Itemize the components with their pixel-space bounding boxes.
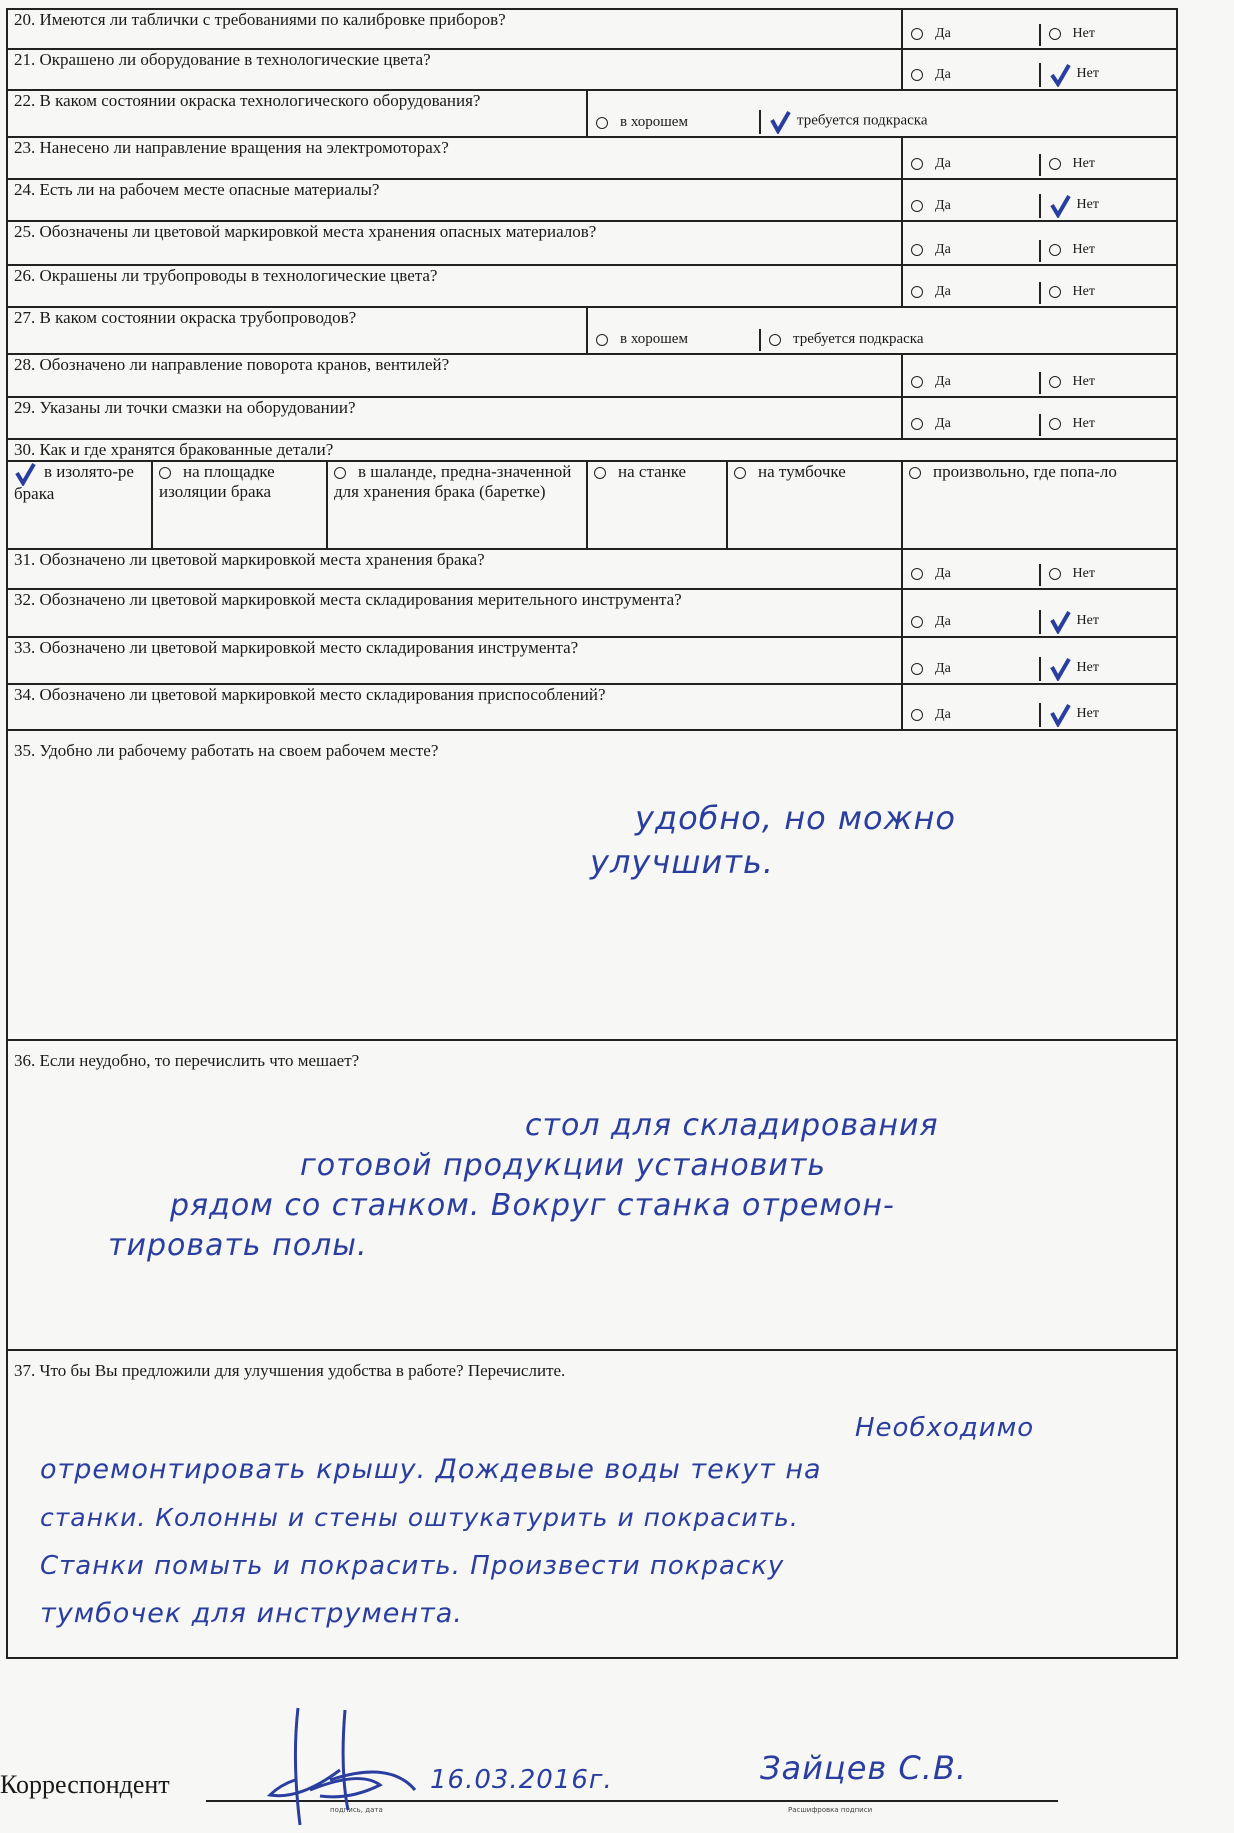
question-text: 22. В каком состоянии окраска технологического оборудования?	[7, 90, 587, 137]
q36-handwritten-line: готовой продукции установить	[300, 1148, 827, 1183]
handwritten-check-icon	[1049, 703, 1069, 725]
question-row-32	[7, 589, 1177, 637]
yes-no-answer	[902, 549, 1177, 589]
option-no[interactable]: Нет	[1039, 24, 1177, 46]
option-yes[interactable]: Да	[903, 282, 1039, 304]
question-text: 27. В каком состоянии окраска трубопроводов?	[7, 307, 587, 354]
radio-circle-icon	[911, 376, 923, 388]
radio-circle-icon	[596, 334, 608, 346]
signature-name: Зайцев С.В.	[760, 1749, 968, 1787]
yes-no-answer	[902, 265, 1177, 307]
radio-circle-icon	[911, 663, 923, 675]
yes-no-answer	[902, 589, 1177, 637]
q36-handwritten-line: рядом со станком. Вокруг станка отремон-	[170, 1188, 895, 1223]
radio-circle-icon	[159, 467, 171, 479]
q30-option-machine[interactable]: на станке	[587, 461, 727, 549]
name-caption: Расшифровка подписи	[788, 1806, 873, 1814]
option-no-checked[interactable]: Нет	[1039, 194, 1177, 218]
question-row-23	[7, 137, 1177, 179]
option-yes[interactable]: Да	[903, 24, 1039, 46]
q30-options-row	[7, 461, 1177, 549]
radio-circle-icon	[911, 568, 923, 580]
option-no-checked[interactable]: Нет	[1039, 610, 1177, 634]
question-row-33	[7, 637, 1177, 684]
question-text: 20. Имеются ли таблички с требованиями по калибровке приборов?	[7, 9, 902, 49]
q30-option-anywhere[interactable]: произвольно, где попа-ло	[902, 461, 1177, 549]
q35-handwritten-line: удобно, но можно	[635, 799, 956, 837]
yes-no-answer	[902, 637, 1177, 684]
option-yes[interactable]: Да	[903, 612, 1039, 634]
question-row-22	[7, 90, 1177, 137]
question-text: 33. Обозначено ли цветовой маркировкой место складирования инструмента?	[7, 637, 902, 684]
radio-circle-icon	[734, 467, 746, 479]
radio-circle-icon	[1049, 376, 1061, 388]
question-text: 29. Указаны ли точки смазки на оборудовании?	[7, 397, 902, 439]
question-row-20	[7, 9, 1177, 49]
q37-handwritten-line: отремонтировать крышу. Дождевые воды текут на	[40, 1454, 822, 1485]
radio-circle-icon	[1049, 244, 1061, 256]
question-text: 31. Обозначено ли цветовой маркировкой места хранения брака?	[7, 549, 902, 589]
radio-circle-icon	[911, 158, 923, 170]
handwritten-check-icon	[1049, 610, 1069, 632]
question-text: 26. Окрашены ли трубопроводы в технологические цвета?	[7, 265, 902, 307]
radio-circle-icon	[911, 616, 923, 628]
question-row-30	[7, 439, 1177, 461]
option-yes[interactable]: Да	[903, 154, 1039, 176]
option-no[interactable]: Нет	[1039, 564, 1177, 586]
correspondent-label: Корреспондент	[0, 1770, 170, 1799]
q30-option-area[interactable]: на площадке изоляции брака	[152, 461, 327, 549]
option-needs-paint[interactable]: требуется подкраска	[759, 329, 1176, 351]
q36-handwritten-line: тировать полы.	[108, 1228, 368, 1263]
option-no-checked[interactable]: Нет	[1039, 703, 1177, 727]
option-no[interactable]: Нет	[1039, 154, 1177, 176]
q36-handwritten-line: стол для складирования	[525, 1108, 939, 1143]
radio-circle-icon	[1049, 158, 1061, 170]
option-yes[interactable]: Да	[903, 564, 1039, 586]
question-text: 37. Что бы Вы предложили для улучшения удобства в работе? Перечислите.	[14, 1361, 566, 1380]
option-yes[interactable]: Да	[903, 65, 1039, 87]
q30-option-container[interactable]: в шаланде, предна-значенной для хранения брака (баретке)	[327, 461, 587, 549]
condition-answer	[587, 90, 1177, 137]
radio-circle-icon	[594, 467, 606, 479]
question-text: 36. Если неудобно, то перечислить что мешает?	[14, 1051, 360, 1070]
condition-answer	[587, 307, 1177, 354]
yes-no-answer	[902, 354, 1177, 397]
q37-handwritten-line: станки. Колонны и стены оштукатурить и покрасить.	[40, 1503, 799, 1532]
question-row-24	[7, 179, 1177, 221]
radio-circle-icon	[911, 244, 923, 256]
question-text: 35. Удобно ли рабочему работать на своем рабочем месте?	[14, 741, 439, 760]
radio-circle-icon	[1049, 28, 1061, 40]
option-good[interactable]: в хорошем	[588, 112, 759, 134]
handwritten-check-icon	[1049, 194, 1069, 216]
option-good[interactable]: в хорошем	[588, 329, 759, 351]
question-row-26	[7, 265, 1177, 307]
option-no-checked[interactable]: Нет	[1039, 657, 1177, 681]
radio-circle-icon	[1049, 418, 1061, 430]
yes-no-answer	[902, 397, 1177, 439]
question-row-27	[7, 307, 1177, 354]
question-row-25	[7, 221, 1177, 265]
handwritten-check-icon	[1049, 657, 1069, 679]
question-35-box[interactable]	[7, 730, 1177, 1040]
radio-circle-icon	[769, 334, 781, 346]
option-no-checked[interactable]: Нет	[1039, 63, 1177, 87]
option-yes[interactable]: Да	[903, 196, 1039, 218]
option-no[interactable]: Нет	[1039, 240, 1177, 262]
question-row-21	[7, 49, 1177, 90]
option-yes[interactable]: Да	[903, 372, 1039, 394]
question-row-34	[7, 684, 1177, 730]
option-needs-paint-checked[interactable]: требуется подкраска	[759, 110, 1176, 134]
handwritten-check-icon	[1049, 63, 1069, 85]
option-yes[interactable]: Да	[903, 414, 1039, 436]
radio-circle-icon	[911, 709, 923, 721]
question-text: 23. Нанесено ли направление вращения на электромоторах?	[7, 137, 902, 179]
question-text: 25. Обозначены ли цветовой маркировкой места хранения опасных материалов?	[7, 221, 902, 265]
q37-handwritten-line: Необходимо	[855, 1413, 1035, 1443]
radio-circle-icon	[911, 69, 923, 81]
q30-option-isolator-checked[interactable]: в изолято-ре брака	[7, 461, 152, 549]
yes-no-answer	[902, 221, 1177, 265]
yes-no-answer	[902, 9, 1177, 49]
signature-caption: подпись, дата	[330, 1806, 383, 1814]
yes-no-answer	[902, 179, 1177, 221]
option-no[interactable]: Нет	[1039, 372, 1177, 394]
radio-circle-icon	[911, 418, 923, 430]
option-yes[interactable]: Да	[903, 659, 1039, 681]
handwritten-check-icon	[769, 110, 789, 132]
question-text: 24. Есть ли на рабочем месте опасные материалы?	[7, 179, 902, 221]
yes-no-answer	[902, 137, 1177, 179]
question-text: 30. Как и где хранятся бракованные детали?	[7, 439, 1177, 461]
signature-date: 16.03.2016г.	[430, 1765, 613, 1795]
question-text: 34. Обозначено ли цветовой маркировкой место складирования приспособлений?	[7, 684, 902, 730]
radio-circle-icon	[911, 286, 923, 298]
question-row-31	[7, 549, 1177, 589]
q37-handwritten-line: тумбочек для инструмента.	[40, 1598, 463, 1629]
q37-handwritten-line: Станки помыть и покрасить. Произвести покраску	[40, 1551, 785, 1581]
option-yes[interactable]: Да	[903, 240, 1039, 262]
radio-circle-icon	[1049, 568, 1061, 580]
yes-no-answer	[902, 684, 1177, 730]
question-text: 21. Окрашено ли оборудование в технологические цвета?	[7, 49, 902, 90]
option-no[interactable]: Нет	[1039, 282, 1177, 304]
radio-circle-icon	[911, 28, 923, 40]
question-text: 28. Обозначено ли направление поворота кранов, вентилей?	[7, 354, 902, 397]
question-row-29	[7, 397, 1177, 439]
radio-circle-icon	[334, 467, 346, 479]
question-row-35	[7, 730, 1177, 1040]
handwritten-check-icon	[14, 462, 36, 484]
yes-no-answer	[902, 49, 1177, 90]
q30-option-cabinet[interactable]: на тумбочке	[727, 461, 902, 549]
radio-circle-icon	[596, 117, 608, 129]
radio-circle-icon	[909, 467, 921, 479]
option-yes[interactable]: Да	[903, 705, 1039, 727]
option-no[interactable]: Нет	[1039, 414, 1177, 436]
q35-handwritten-line: улучшить.	[590, 843, 774, 881]
radio-circle-icon	[1049, 286, 1061, 298]
radio-circle-icon	[911, 200, 923, 212]
question-text: 32. Обозначено ли цветовой маркировкой места складирования мерительного инструмента?	[7, 589, 902, 637]
question-row-28	[7, 354, 1177, 397]
